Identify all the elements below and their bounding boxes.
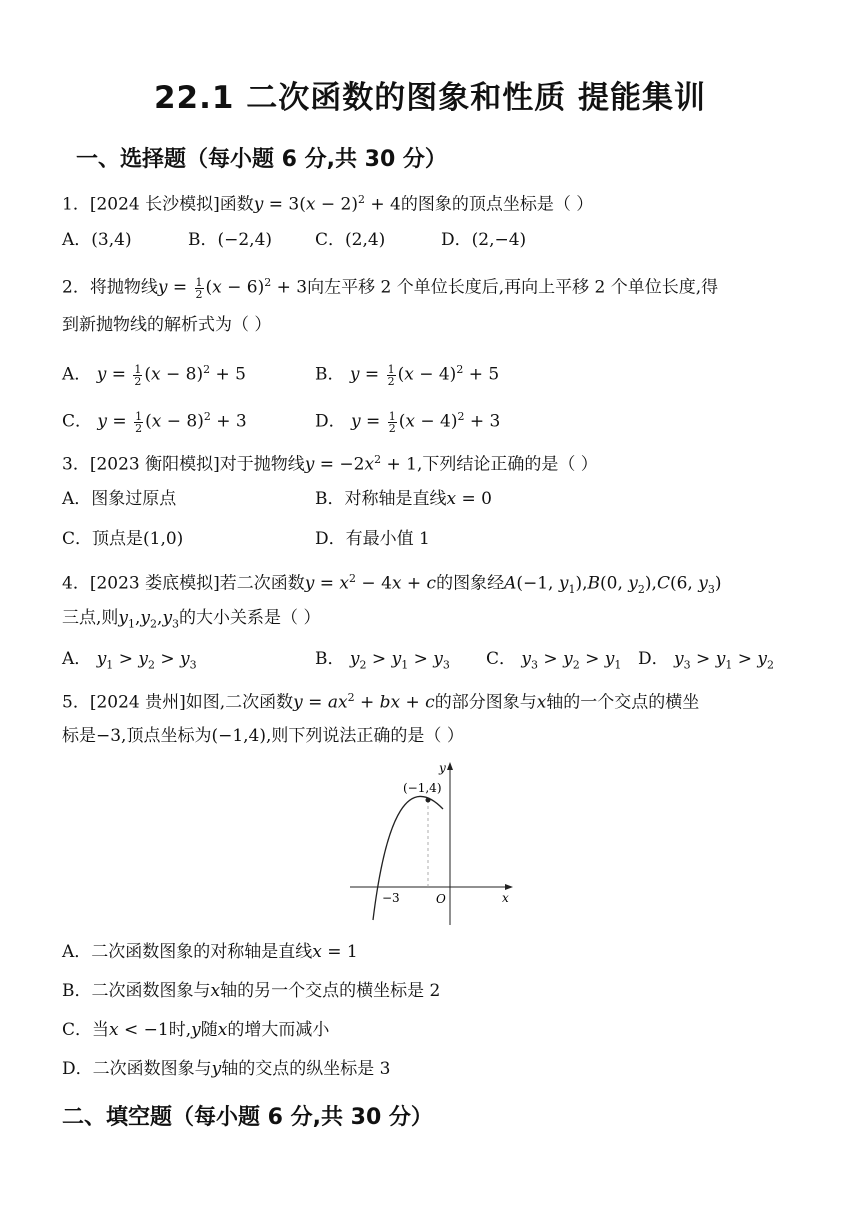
section-choice-heading: 一、选择题（每小题 6 分,共 30 分）	[76, 147, 447, 172]
question-4-line2: 三点,则$y_1,y_2,y_3$的大小关系是（ ）	[62, 608, 321, 631]
y-axis-label: y	[439, 761, 446, 775]
q4-option-d: D． $y_3 > y_1 > y_2$	[638, 649, 774, 672]
q4-option-c: C． $y_3 > y_2 > y_1$	[486, 649, 622, 672]
q3-option-c: C．顶点是(1,0)	[62, 529, 184, 549]
q3-option-d: D．有最小值 1	[315, 529, 430, 549]
x-axis-arrow-icon	[505, 884, 513, 890]
x-axis-label: x	[502, 891, 509, 905]
q5-option-b: B．二次函数图象与x轴的另一个交点的横坐标是 2	[62, 981, 441, 1001]
question-4: 4．[2023 娄底模拟]若二次函数$y = x^2 - 4x + c$的图象经A(−1, $y_1),B(0$, $y_2),C(6$, $y_3$)	[62, 572, 722, 597]
q2-option-c: C． y = $\frac{1}{2}$ $(x - 8)^2 + 3$	[62, 409, 247, 435]
y-axis-arrow-icon	[447, 762, 453, 770]
q1-option-c: C．(2,4)	[315, 230, 386, 250]
q2-option-b: B． y = $\frac{1}{2}$ $(x - 4)^2 + 5$	[315, 362, 500, 388]
question-2-line2: 到新抛物线的解析式为（ ）	[62, 315, 272, 335]
q2-option-d: D． y = $\frac{1}{2}$ $(x - 4)^2 + 3$	[315, 409, 501, 435]
q1-option-d: D．(2,−4)	[441, 230, 527, 250]
q5-option-d: D．二次函数图象与y轴的交点的纵坐标是 3	[62, 1059, 391, 1079]
q4-option-a: A． $y_1 > y_2 > y_3$	[62, 649, 197, 672]
parabola-figure	[350, 760, 520, 930]
question-5-line2: 标是−3,顶点坐标为(−1,4),则下列说法正确的是（ ）	[62, 726, 464, 746]
question-5: 5．[2024 贵州]如图,二次函数$y = ax^2$ + bx + c的部分图象与x轴的一个交点的横坐	[62, 691, 700, 713]
q1-option-b: B．(−2,4)	[188, 230, 273, 250]
page-title: 22.1 二次函数的图象和性质 提能集训	[153, 80, 707, 116]
root-label: −3	[382, 891, 400, 905]
q5-option-a: A．二次函数图象的对称轴是直线x = 1	[62, 942, 358, 962]
q3-option-a: A．图象过原点	[62, 489, 177, 509]
vertex-point	[426, 798, 431, 803]
question-1: 1．[2024 长沙模拟]函数$y = 3(x - 2)^2 + 4$的图象的顶点坐标是（ ）	[62, 193, 594, 215]
section-fill-heading: 二、填空题（每小题 6 分,共 30 分）	[62, 1105, 433, 1130]
q4-option-b: B． $y_2 > y_1 > y_3$	[315, 649, 450, 672]
origin-label: O	[436, 892, 446, 906]
q3-option-b: B．对称轴是直线x = 0	[315, 489, 492, 509]
question-2: 2．将抛物线y = $\frac{1}{2}$ $(x - 6)^2 + 3$向左平移 2 个单位长度后,再向上平移 2 个单位长度,得	[62, 275, 719, 301]
vertex-label: (−1,4)	[403, 781, 442, 795]
q2-option-a: A． y = $\frac{1}{2}$ $(x - 8)^2 + 5$	[62, 362, 246, 388]
q1-option-a: A．(3,4)	[62, 230, 132, 250]
question-3: 3．[2023 衡阳模拟]对于抛物线$y = -2x^2 + 1$,下列结论正确的是（ ）	[62, 453, 598, 475]
q5-option-c: C．当x < −1时,y随x的增大而减小	[62, 1020, 330, 1040]
